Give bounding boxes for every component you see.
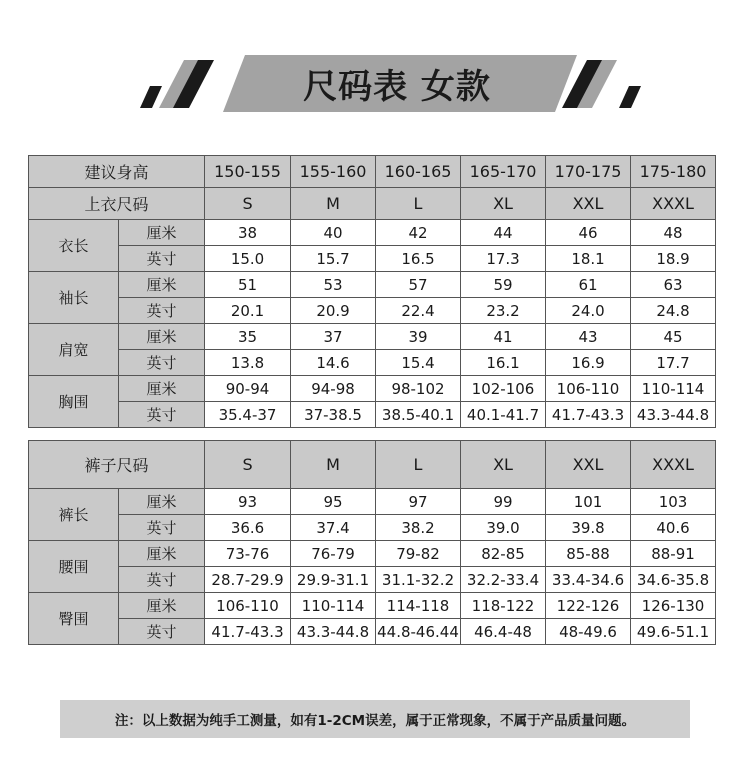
value-cell: 38.2 [376,515,461,541]
unit-cell: 厘米 [119,376,205,402]
header-row [29,156,716,188]
table-row [29,567,716,593]
header-cell: S [205,188,291,220]
value-cell: 15.0 [205,246,291,272]
value-cell: 90-94 [205,376,291,402]
value-cell: 73-76 [205,541,291,567]
header-cell: XXXL [631,441,716,489]
header-cell: XXXL [631,188,716,220]
value-cell: 37-38.5 [291,402,376,428]
right-stripe-dark-2 [619,86,641,108]
measurement-name: 臀围 [29,593,119,645]
bottom-table-body [29,441,716,645]
value-cell: 48 [631,220,716,246]
header-row [29,188,716,220]
table-row [29,515,716,541]
value-cell: 24.0 [546,298,631,324]
header-cell: 155-160 [291,156,376,188]
unit-cell: 英寸 [119,619,205,645]
unit-cell: 厘米 [119,541,205,567]
unit-cell: 厘米 [119,489,205,515]
measurement-name: 衣长 [29,220,119,272]
measurement-name: 腰围 [29,541,119,593]
value-cell: 63 [631,272,716,298]
value-cell: 31.1-32.2 [376,567,461,593]
value-cell: 20.9 [291,298,376,324]
value-cell: 106-110 [546,376,631,402]
value-cell: 38.5-40.1 [376,402,461,428]
value-cell: 106-110 [205,593,291,619]
header-cell: 175-180 [631,156,716,188]
value-cell: 46 [546,220,631,246]
unit-cell: 英寸 [119,350,205,376]
value-cell: 39.8 [546,515,631,541]
value-cell: 35.4-37 [205,402,291,428]
value-cell: 41 [461,324,546,350]
value-cell: 114-118 [376,593,461,619]
value-cell: 15.7 [291,246,376,272]
header-label: 上衣尺码 [29,188,205,220]
unit-cell: 厘米 [119,593,205,619]
value-cell: 126-130 [631,593,716,619]
value-cell: 17.7 [631,350,716,376]
value-cell: 51 [205,272,291,298]
value-cell: 16.1 [461,350,546,376]
header-cell: M [291,188,376,220]
measurement-name: 肩宽 [29,324,119,376]
table-row [29,350,716,376]
header-cell: 160-165 [376,156,461,188]
value-cell: 40.6 [631,515,716,541]
value-cell: 102-106 [461,376,546,402]
value-cell: 36.6 [205,515,291,541]
table-row [29,376,716,402]
value-cell: 98-102 [376,376,461,402]
value-cell: 88-91 [631,541,716,567]
header-row [29,441,716,489]
value-cell: 59 [461,272,546,298]
measurement-name: 裤长 [29,489,119,541]
value-cell: 79-82 [376,541,461,567]
value-cell: 20.1 [205,298,291,324]
value-cell: 24.8 [631,298,716,324]
header-cell: 150-155 [205,156,291,188]
table-row [29,402,716,428]
title-banner [0,0,750,140]
value-cell: 37 [291,324,376,350]
table-row [29,489,716,515]
unit-cell: 英寸 [119,567,205,593]
value-cell: 48-49.6 [546,619,631,645]
value-cell: 14.6 [291,350,376,376]
table-row [29,593,716,619]
value-cell: 28.7-29.9 [205,567,291,593]
value-cell: 18.1 [546,246,631,272]
header-cell: L [376,188,461,220]
value-cell: 118-122 [461,593,546,619]
header-cell: 170-175 [546,156,631,188]
value-cell: 22.4 [376,298,461,324]
value-cell: 85-88 [546,541,631,567]
value-cell: 18.9 [631,246,716,272]
header-cell: XL [461,441,546,489]
top-table-body [29,156,716,428]
value-cell: 101 [546,489,631,515]
value-cell: 44 [461,220,546,246]
table-row [29,619,716,645]
unit-cell: 厘米 [119,324,205,350]
header-label: 裤子尺码 [29,441,205,489]
value-cell: 122-126 [546,593,631,619]
measurement-name: 袖长 [29,272,119,324]
unit-cell: 英寸 [119,402,205,428]
value-cell: 39 [376,324,461,350]
header-cell: 165-170 [461,156,546,188]
value-cell: 45 [631,324,716,350]
value-cell: 35 [205,324,291,350]
value-cell: 93 [205,489,291,515]
unit-cell: 英寸 [119,298,205,324]
value-cell: 41.7-43.3 [205,619,291,645]
table-row [29,324,716,350]
value-cell: 46.4-48 [461,619,546,645]
value-cell: 41.7-43.3 [546,402,631,428]
value-cell: 43.3-44.8 [631,402,716,428]
value-cell: 13.8 [205,350,291,376]
value-cell: 95 [291,489,376,515]
value-cell: 15.4 [376,350,461,376]
value-cell: 43 [546,324,631,350]
value-cell: 53 [291,272,376,298]
unit-cell: 英寸 [119,246,205,272]
value-cell: 16.9 [546,350,631,376]
header-cell: M [291,441,376,489]
table-row [29,541,716,567]
value-cell: 110-114 [631,376,716,402]
value-cell: 61 [546,272,631,298]
table-row [29,272,716,298]
left-stripe-dark-1 [140,86,162,108]
header-cell: XXL [546,188,631,220]
value-cell: 17.3 [461,246,546,272]
measurement-note: 注：以上数据为纯手工测量，如有1-2CM误差，属于正常现象，不属于产品质量问题。 [60,700,690,738]
value-cell: 38 [205,220,291,246]
measurement-name: 胸围 [29,376,119,428]
header-cell: S [205,441,291,489]
value-cell: 82-85 [461,541,546,567]
value-cell: 40.1-41.7 [461,402,546,428]
value-cell: 99 [461,489,546,515]
header-label: 建议身高 [29,156,205,188]
value-cell: 39.0 [461,515,546,541]
value-cell: 16.5 [376,246,461,272]
value-cell: 44.8-46.44 [376,619,461,645]
value-cell: 103 [631,489,716,515]
value-cell: 40 [291,220,376,246]
value-cell: 33.4-34.6 [546,567,631,593]
value-cell: 43.3-44.8 [291,619,376,645]
unit-cell: 厘米 [119,220,205,246]
value-cell: 42 [376,220,461,246]
value-cell: 34.6-35.8 [631,567,716,593]
header-cell: L [376,441,461,489]
table-row [29,298,716,324]
value-cell: 97 [376,489,461,515]
value-cell: 37.4 [291,515,376,541]
value-cell: 110-114 [291,593,376,619]
value-cell: 76-79 [291,541,376,567]
table-row [29,220,716,246]
bottom-size-table [28,440,716,645]
table-row [29,246,716,272]
header-cell: XXL [546,441,631,489]
value-cell: 29.9-31.1 [291,567,376,593]
value-cell: 57 [376,272,461,298]
value-cell: 32.2-33.4 [461,567,546,593]
value-cell: 49.6-51.1 [631,619,716,645]
value-cell: 23.2 [461,298,546,324]
top-size-table [28,155,716,428]
page-title: 尺码表 女款 [303,66,491,107]
unit-cell: 厘米 [119,272,205,298]
header-cell: XL [461,188,546,220]
value-cell: 94-98 [291,376,376,402]
unit-cell: 英寸 [119,515,205,541]
